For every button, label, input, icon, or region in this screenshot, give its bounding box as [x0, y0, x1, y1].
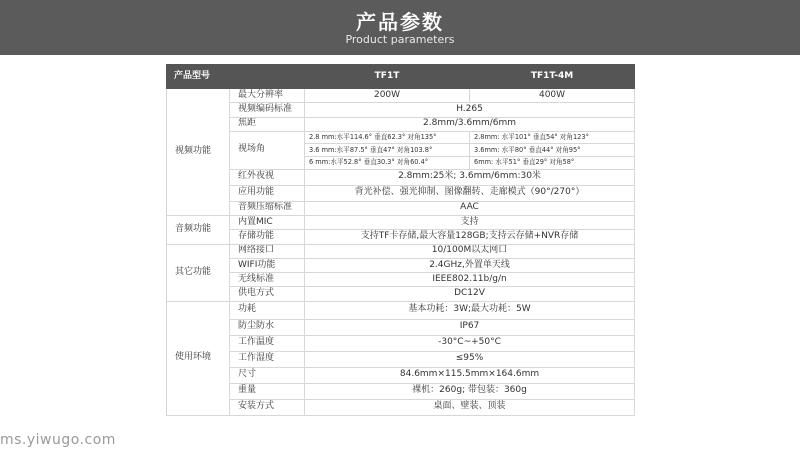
- table-row: [167, 301, 635, 319]
- row-label: 最大分辨率: [230, 89, 305, 103]
- table-row: [167, 319, 635, 335]
- cell-value: 3.6 mm:水平87.5° 垂直47° 对角103.8°: [305, 144, 470, 157]
- cell-value: 400W: [470, 89, 635, 103]
- table-row: [167, 383, 635, 399]
- cell-value: 6mm: 水平51° 垂直29° 对角58°: [470, 157, 635, 170]
- cell-value: DC12V: [305, 287, 635, 301]
- row-label: 视频编码标准: [230, 103, 305, 117]
- row-label: 防尘防水: [230, 319, 305, 335]
- row-label: 存储功能: [230, 230, 305, 244]
- table-row: [167, 335, 635, 351]
- cell-value: 背光补偿、强光抑制、图像翻转、走廊模式（90°/270°）: [305, 185, 635, 201]
- cell-value: 2.8mm: 水平101° 垂直54° 对角123°: [470, 131, 635, 144]
- category-other: 其它功能: [167, 244, 230, 301]
- category-env: 使用环境: [167, 301, 230, 415]
- row-label: 无线标准: [230, 273, 305, 287]
- row-label: 音频压缩标准: [230, 201, 305, 215]
- cell-value: 2.8mm/3.6mm/6mm: [305, 117, 635, 131]
- category-audio: 音频功能: [167, 215, 230, 244]
- watermark-text: ms.yiwugo.com: [0, 432, 116, 448]
- cell-value: 200W: [305, 89, 470, 103]
- page-title: 产品参数: [356, 10, 444, 34]
- row-label: 内置MIC: [230, 215, 305, 229]
- cell-value: 84.6mm×115.5mm×164.6mm: [305, 367, 635, 383]
- row-label: 工作湿度: [230, 351, 305, 367]
- table-row: [167, 399, 635, 415]
- header-banner: [0, 0, 800, 55]
- cell-value: 支持TF卡存储,最大容量128GB;支持云存储+NVR存储: [305, 230, 635, 244]
- table-row: [167, 258, 635, 272]
- table-row: [167, 117, 635, 131]
- table-row: [167, 367, 635, 383]
- table-row: [167, 230, 635, 244]
- table-row: [167, 131, 635, 144]
- row-label: 重量: [230, 383, 305, 399]
- cell-value: AAC: [305, 201, 635, 215]
- cell-value: 10/100M以太网口: [305, 244, 635, 258]
- table-row: [167, 351, 635, 367]
- table-row: [167, 215, 635, 229]
- table-row: [167, 287, 635, 301]
- cell-value: H.265: [305, 103, 635, 117]
- cell-value: 3.6mm: 水平80° 垂直44° 对角95°: [470, 144, 635, 157]
- cell-value: 2.8 mm:水平114.6° 垂直62.3° 对角135°: [305, 131, 470, 144]
- row-label: 网络接口: [230, 244, 305, 258]
- model-header: 产品型号: [167, 65, 305, 89]
- table-row: [167, 273, 635, 287]
- row-label: 应用功能: [230, 185, 305, 201]
- table-row: [167, 244, 635, 258]
- cell-value: IEEE802.11b/g/n: [305, 273, 635, 287]
- row-label: 焦距: [230, 117, 305, 131]
- row-label: 尺寸: [230, 367, 305, 383]
- cell-value: 基本功耗：3W;最大功耗：5W: [305, 301, 635, 319]
- cell-value: IP67: [305, 319, 635, 335]
- row-label: 视场角: [230, 131, 305, 169]
- spec-table: [166, 64, 635, 416]
- page-subtitle: Product parameters: [345, 33, 455, 46]
- cell-value: 6 mm:水平52.8° 垂直30.3° 对角60.4°: [305, 157, 470, 170]
- row-label: 工作温度: [230, 335, 305, 351]
- cell-value: ≤95%: [305, 351, 635, 367]
- row-label: 红外夜视: [230, 169, 305, 185]
- table-row: [167, 103, 635, 117]
- cell-value: 2.8mm:25米; 3.6mm/6mm:30米: [305, 169, 635, 185]
- table-row: [167, 201, 635, 215]
- cell-value: 裸机：260g; 带包装：360g: [305, 383, 635, 399]
- table-row: [167, 185, 635, 201]
- cell-value: 2.4GHz,外置单天线: [305, 258, 635, 272]
- row-label: WIFI功能: [230, 258, 305, 272]
- table-row: [167, 169, 635, 185]
- cell-value: 支持: [305, 215, 635, 229]
- category-video: 视频功能: [167, 89, 230, 216]
- cell-value: -30°C~+50°C: [305, 335, 635, 351]
- cell-value: 桌面、壁装、顶装: [305, 399, 635, 415]
- model-a-header: TF1T: [305, 65, 470, 89]
- row-label: 供电方式: [230, 287, 305, 301]
- table-header-row: [167, 65, 635, 89]
- row-label: 功耗: [230, 301, 305, 319]
- table-row: [167, 89, 635, 103]
- model-b-header: TF1T-4M: [470, 65, 635, 89]
- row-label: 安装方式: [230, 399, 305, 415]
